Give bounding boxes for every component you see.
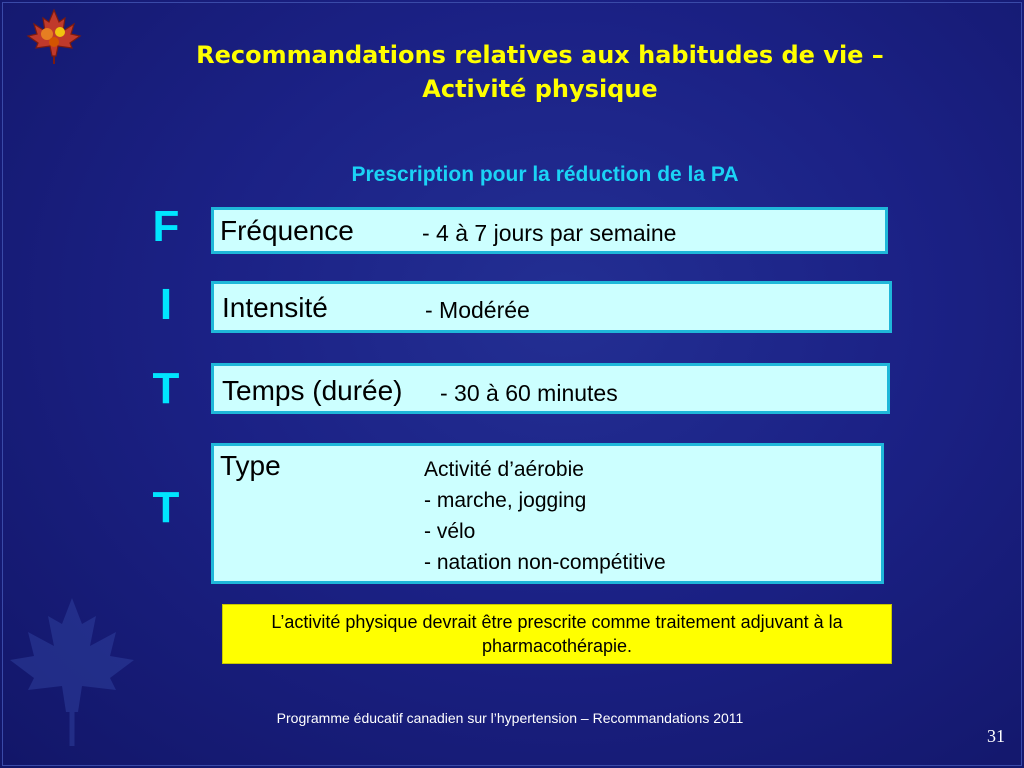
frequency-box	[211, 207, 888, 254]
intensity-value: - Modérée	[425, 297, 530, 323]
frequency-label: Fréquence	[220, 215, 354, 246]
title-line-2: Activité physique	[422, 75, 658, 103]
fitt-letter-t-time: T	[152, 364, 180, 413]
footer-text: Programme éducatif canadien sur l’hypertension – Recommandations 2011	[276, 710, 744, 726]
type-line: Activité d’aérobie	[424, 458, 584, 481]
fitt-letter-i: I	[159, 280, 173, 329]
type-line: - natation non-compétitive	[424, 551, 666, 574]
type-line: - marche, jogging	[424, 489, 587, 512]
duration-box	[211, 363, 890, 414]
maple-leaf-watermark-icon	[0, 590, 150, 750]
type-box	[211, 443, 884, 584]
title-line-1: Recommandations relatives aux habitudes de vie –	[196, 41, 884, 69]
subtitle: Prescription pour la réduction de la PA	[351, 163, 739, 186]
frequency-value: - 4 à 7 jours par semaine	[422, 220, 677, 246]
maple-leaf-logo-icon	[20, 6, 88, 66]
type-line: - vélo	[424, 520, 476, 543]
duration-value: - 30 à 60 minutes	[440, 380, 618, 406]
fitt-letter-f: F	[152, 202, 180, 251]
fitt-letter-t-type: T	[152, 483, 180, 532]
page-number: 31	[987, 726, 1005, 746]
type-label: Type	[220, 450, 281, 481]
recommendation-note: L’activité physique devrait être prescrite comme traitement adjuvant à la pharmacothérapie.	[222, 604, 892, 664]
slide-title	[100, 38, 980, 106]
duration-label: Temps (durée)	[222, 375, 403, 406]
intensity-label: Intensité	[222, 292, 328, 323]
intensity-box	[211, 281, 892, 333]
type-activity-list	[424, 454, 666, 578]
